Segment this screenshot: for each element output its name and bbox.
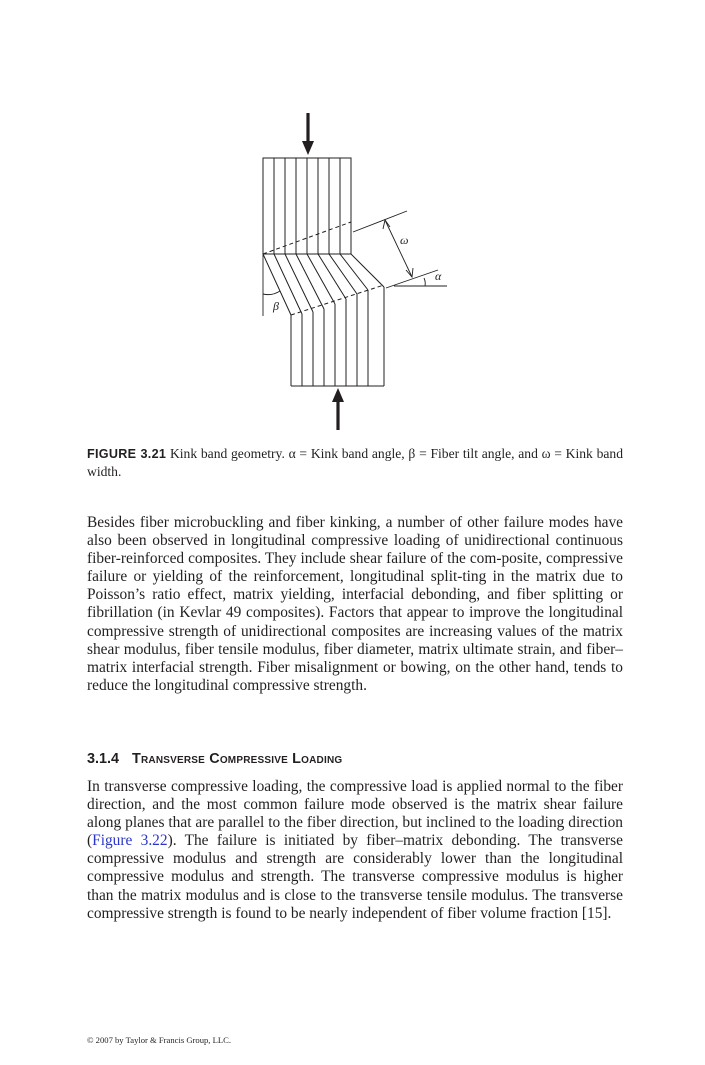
lower-fiber-block [291, 287, 384, 386]
paragraph-2-text-start: In transverse compressive loading, the compressive load is applied normal to the fiber direction, and the most common failure mode observed is the matrix shear failure along planes that are parallel to the fiber direction, but inclined to the loading direction ( [87, 778, 623, 850]
kink-band-diagram [250, 108, 460, 435]
upper-fiber-block [263, 158, 351, 254]
width-dimension [353, 211, 438, 288]
copyright-footer: © 2007 by Taylor & Francis Group, LLC. [87, 1035, 231, 1045]
paragraph-2-text-end: ). The failure is initiated by fiber–matrix debonding. The transverse compressive modulus and strength are considerably lower than the longitudinal compressive modulus and strength. The transverse compressive modulus is higher than the matrix modulus and is close to the transverse tensile modulus. The transverse compressive strength is found to be nearly independent of fiber volume fraction [15]. [87, 832, 623, 922]
kink-band-figure [250, 108, 460, 435]
figure-3-22-link[interactable]: Figure 3.22 [92, 832, 168, 850]
body-paragraph-2 [87, 778, 623, 923]
bottom-load-arrow [332, 388, 344, 430]
section-number: 3.1.4 [87, 751, 120, 767]
top-load-arrow [302, 113, 314, 155]
figure-caption [87, 445, 623, 481]
alpha-label: α [435, 269, 442, 283]
omega-label: ω [400, 233, 409, 247]
caption-text: Kink band geometry. α = Kink band angle, β = Fiber tilt angle, and ω = Kink band width. [87, 446, 624, 479]
kink-band-fibers [263, 254, 384, 315]
section-heading [87, 750, 342, 768]
beta-label: β [273, 299, 279, 313]
caption-label: FIGURE 3.21 [87, 447, 167, 461]
section-title: Transverse Compressive Loading [132, 751, 343, 767]
body-paragraph-1: Besides fiber microbuckling and fiber kinking, a number of other failure modes have also been observed in longitudinal compressive loading of unidirectional continuous fiber-reinforced composites. They include shear failure of the com-posite, compressive failure or yielding of the reinforcement, longitudinal split-ting in the matrix due to Poisson’s ratio effect, matrix yielding, interfacial debonding, and fiber splitting or fibrillation (in Kevlar 49 composites). Factors that appear to improve the longitudinal compressive strength of unidirectional composites are increasing values of the matrix shear modulus, fiber tensile modulus, fiber diameter, matrix ultimate strain, and fiber–matrix interfacial strength. Fiber misalignment or bowing, on the other hand, tends to reduce the longitudinal compressive strength. [87, 514, 623, 694]
